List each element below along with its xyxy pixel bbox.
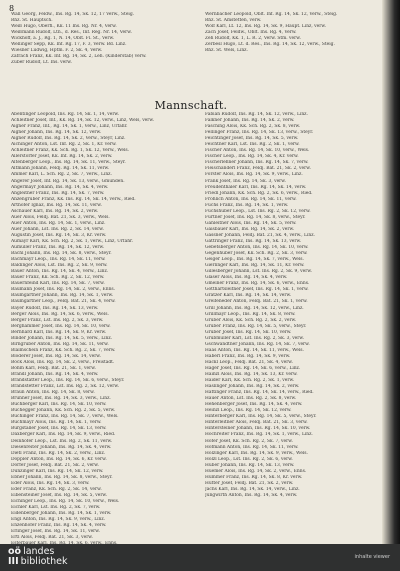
list-entry: Dorfer Josef, Feldj. Bat. 21, Sk. 2, verw. — [11, 462, 99, 468]
page-number: 8 — [9, 4, 15, 13]
list-entry: Jachs Karl, Ins. Rg. 14, Sk. 14, verw., Linz. — [205, 486, 300, 492]
list-entry: Berger Franz, Lst. Ins. Rg. 2, Sk. 3, verw. — [11, 317, 104, 323]
library-logo[interactable] — [8, 547, 68, 567]
list-entry: Greifeneder Anton, Feldj. Bat. 21, Sk. 1, verw. — [205, 299, 308, 305]
list-entry: Gschwandtner Johann, Ins. Rg. 14, Sk. 7, verw. — [205, 341, 310, 347]
list-entry: Abentinger Leopold, Ins. Rg. 14, Sk. 1, 14, verw. — [11, 112, 120, 117]
list-entry: Brandstätter Leop., Ins. Rg. 14, Sk. 6, verw., Steyr. — [11, 378, 125, 384]
list-entry: Wolf Karl, Lt. 12, Ins. Rg. 14, Sk. 9, Haupt. Linz, verw. — [205, 24, 326, 30]
list-entry: Haider Karl, Kk. Sch. Rg. 2, Sk. 1, verw. — [205, 378, 295, 384]
list-entry: Huber Johann, Ins. Rg. 14, Sk. 13, verw. — [205, 462, 295, 468]
list-entry: Aigner Franz, Inf., Rg. 14, Sk. 1, Verw., Linz, Urfahr. — [11, 124, 128, 130]
list-entry: Dunzinger Karl, Ins. Rg. 14, Sk. 12, verw. — [11, 468, 104, 474]
list-entry: Altenberger Leop., Ins. Rg. 14, Sk. 11, Verw., Steyr. — [11, 160, 126, 166]
list-entry: Gratzer Karl, Ins. Rg. 14, Sk. 14, verw. — [205, 293, 292, 299]
list-entry: Zeh Rudolf, Kk. 1, L. R. 2, Verw. Stm. verw. — [205, 36, 301, 42]
list-entry: Buchinger Franz, Ins. Rg. 14, Sk. 7, verw., Wels. — [11, 414, 119, 420]
list-entry: Hofer Josef, Kk. Sch. Rg. 2, Sk. 7, verw. — [205, 438, 293, 444]
list-entry: Freudenthaler Karl, Ins. Rg. 14, Sk. 14, verw. — [205, 184, 307, 190]
list-entry: Friedl Johann, Kk. Sch. Rg. 2, Sk. 6, verw., Ried. — [205, 190, 313, 196]
list-entry: Daxberger Karl, Ins. Rg. 14, Sk. 9, verw., Ried. — [11, 432, 116, 438]
list-entry: Eichinger Leop., Ins. Rg. 14, Sk. 10, verw., Wels. — [11, 499, 120, 504]
list-entry: Hochreiter Franz, Ins. Rg. 14, Sk. 1, verw., Linz. — [205, 432, 313, 438]
list-entry: Böhm Karl, Feldj. Bat. 21, Sk. 1, verw. — [11, 365, 96, 371]
list-entry: Fuchs Franz, Ins. Rg. 14, Sk. 1, verw. — [205, 202, 289, 208]
list-entry: Enzenhofer Franz, Ins. Rg. 14, Sk. 4, verw. — [11, 523, 107, 529]
list-entry: Gruber Josef, Ins. Rg. 14, Sk. 10, verw. — [205, 329, 292, 335]
list-entry: Hölzl Leop., Lst. Ins. Rg. 2, Sk. 6, verw. — [205, 456, 293, 462]
list-entry: Braun Anton, Ins. Rg. 14, Sk. 8, verw. — [11, 390, 95, 396]
list-entry: Furtner Josef, Ins. Rg. 14, Sk. 8, verw., Steyr. — [205, 214, 306, 220]
list-entry: Fasching Alois, Kk. Sch. Rg. 2, Sk. 8, verw. — [205, 124, 301, 130]
list-entry: Doppler Anton, Ins. Rg. 14, Sk. 6, Kr. verw. — [11, 456, 107, 462]
list-entry: Eder Alois, Ins. Rg. 14, Sk. 3, verw. — [11, 480, 90, 486]
list-entry: Eibensteiner Josef, Ins. Rg. 14, Sk. 5, verw. — [11, 492, 108, 498]
list-entry: Auer Johann, Lst. Ins. Rg. 2, Sk. 14, verw. — [11, 226, 104, 232]
list-entry: Gillesberger Johann, Lst. Ins. Rg. 2, Sk. 9, verw. — [205, 269, 312, 275]
list-entry: Birngruber Anton, Ins. Rg. 14, Sk. 11, verw. — [11, 341, 109, 347]
list-entry: Gotthartsleitner Josef, Ins. Rg. 14, Sk. 1, verw. — [205, 287, 309, 293]
list-entry: Heinzl Leop., Ins. Rg. 14, Sk. 12, verw. — [205, 408, 292, 414]
list-entry: Weißmann Rudolf, Ltn., d. Res., Inf. Reg. Nr. 14, Verw. — [11, 30, 132, 36]
viewer-label[interactable]: inhalte viewer — [354, 554, 390, 560]
list-entry: Grill Johann, Ins. Rg. 14, Sk. 12, verw., Linz. — [205, 305, 304, 311]
viewer-footer — [0, 544, 400, 571]
list-entry: Gegenhuber Josef, Kk. Sch. Rg. 2, Sk. 3, verw. — [205, 251, 308, 257]
list-entry: Hintersteiner Johann, Ins. Rg. 14, Sk. 10, verw. — [205, 426, 311, 432]
list-entry: Rhz. St. Amstetten, verw. — [205, 18, 262, 24]
list-entry: Diesenreiter Johann, Ins. Rg. 14, Sk. 4, verw. — [11, 444, 112, 450]
list-entry: Hummer Franz, Ins. Rg. 14, Sk. 8, Kr. verw. — [205, 474, 303, 480]
list-entry: Böck Alois, Ins. Rg. 14, Sk. 2, verw., Freistadt. — [11, 359, 115, 365]
list-entry: Baumann Josef, Ins. Rg. 14, Sk. 2, verw., Enns. — [11, 287, 116, 293]
list-entry: Zuber Rudolf, Lt. Ins. verw. — [11, 60, 72, 66]
list-entry: Brandl Johann, Ins. Rg. 14, Sk. 4, verw. — [11, 372, 99, 378]
list-entry: Frank Josef, Ins. Rg. 14, Sk. 3, verw. — [205, 178, 286, 184]
list-entry: Gruber Franz, Ins. Rg. 14, Sk. 5, verw., Steyr. — [205, 323, 307, 329]
list-entry: Zerbesl Hugo, Lt. d. Res., Ins. Rg. 14, Sk. 12, verw., Steig. — [205, 42, 335, 48]
list-entry: Hackl Leop., Feldj. Bat. 21, Sk. 4, verw. — [205, 359, 293, 365]
list-entry: Fabian Rudolf, Ins. Rg. 14, Sk. 12, verw., Linz. — [205, 112, 308, 117]
list-entry: Aumüller Franz, Ins. Rg. 14, Sk. 12, verw. — [11, 245, 105, 251]
list-entry: Bauer Franz, Kk. Sch. Rg. 2, Sk. 12, verw. — [11, 275, 105, 281]
list-entry: Bloderer Josef, Ins. Rg. 14, Sk. 14, verw. — [11, 353, 101, 359]
list-entry: Grillmayr Leop., Ins. Rg. 14, Sk. 8, verw. — [205, 311, 296, 317]
list-entry: Huemer Alois, Ins. Rg. 14, Sk. 2, verw., Enns. — [205, 468, 307, 474]
list-entry: Hinterleitner Alois, Feldj. Bat. 21, Sk. 3, verw. — [205, 420, 308, 426]
mannschaft-list-left — [11, 112, 183, 547]
list-entry: Baldinger Alois, Lst. Ins. Rg. 2, Sk. 9, verw. — [11, 263, 108, 269]
list-entry: Berger Alois, Ins. Rg. 14, Sk. 6, verw., Wels. — [11, 311, 109, 317]
list-entry: Binder Johann, Ins. Rg. 14, Sk. 5, verw., Linz. — [11, 335, 113, 341]
list-entry: Falkner Johann, Ins. Rg. 14, Sk. 2, verw. — [205, 118, 295, 124]
list-entry: Gattringer Franz, Ins. Rg. 14, Sk. 13, verw. — [205, 238, 302, 244]
list-entry: Bernhard Karl, Ins. Rg. 14, Sk. 9, Kr. verw. — [11, 329, 107, 335]
list-entry: Fuchshuber Leop., Lst. Ins. Rg. 2, Sk. 12, verw. — [205, 208, 311, 214]
list-entry: Hehenberger Josef, Ins. Rg. 14, Sk. 4, verw. — [205, 402, 303, 408]
list-entry: Baumgartner Leop., Feldj. Bat. 21, Sk. 4, verw. — [11, 299, 116, 305]
list-entry: Ertl Alois, Feldj. Bat. 21, Sk. 3, verw. — [11, 535, 93, 541]
list-entry: Haberl Franz, Ins. Rg. 14, Sk. 9, verw. — [205, 353, 291, 359]
logo-mark-bottom: III — [8, 556, 19, 567]
list-entry: Auer Anton, Ins. Rg. 14, Sk. 1, verw., Linz. — [11, 220, 106, 226]
list-entry: Burgstaller Josef, Ins. Rg. 14, Sk. 13, verw. — [11, 426, 107, 432]
list-entry: Fischer Anton, Ins. Rg. 14, Sk. 10, verw., Wels. — [205, 148, 310, 154]
list-entry: Haslinger Johann, Ins. Rg. 14, Sk. 2, verw. — [205, 384, 300, 390]
list-entry: Fleischanderl Franz, Feldj. Bat. 21, Sk. 2, verw. — [205, 166, 311, 172]
list-entry: Wernbacher Leopold, Oblt. Inf. Rg. 14, Sk. 12, Verw., Steig. — [205, 12, 338, 17]
list-entry: Hinterberger Karl, Ins. Rg. 14, Sk. 5, verw., Steyr. — [205, 414, 317, 420]
list-entry: Weiß Hugo, Oberfl., Kk. 11 Ins. Rg. Nr. 4, Verw. — [11, 24, 117, 30]
list-entry: Ammer Karl, L. Sch. Rg. 2, Sk. 7, Verw., Linz. — [11, 172, 112, 178]
book-gutter — [382, 0, 400, 544]
logo-text-line2: bibliothek — [20, 556, 68, 567]
list-entry: Eichler Karl, Lst. Ins. Rg. 2, Sk. 7, verw. — [11, 505, 101, 511]
list-entry: Buchberger Karl, Ins. Rg. 14, Sk. 10, verw. — [11, 402, 107, 408]
list-entry: Anzengruber Franz, Kk. Ins. Rg. 14, Sk. 14, verw., Ried. — [11, 196, 136, 202]
list-entry: Hager Josef, Ins. Rg. 14, Sk. 6, verw., Linz. — [205, 365, 301, 371]
list-entry: Wellinger Sepp, Kk. Inf. Rg. 17, F. 3, Verw. Bd. Linz. — [11, 42, 127, 48]
list-entry: Baumgartner Johann, Ins. Rg. 14, Sk. 1, verw. — [11, 293, 114, 299]
list-entry: Rhz. St. Hauptsch. — [11, 18, 53, 24]
list-entry: Fischerlehner Johann, Ins. Rg. 14, Sk. 7, verw. — [205, 160, 309, 166]
list-entry: Forster Alois, Ins. Rg. 14, Sk. 9, verw., Linz. — [205, 172, 303, 178]
list-entry: Gebetsberger Anton, Ins. Rg. 14, Sk. 10, verw. — [205, 245, 309, 251]
list-entry: Achleitner Josef, Inf., Kk. Rg. 14, Sk. 12, verw., Linz, Wels, verw. — [11, 118, 155, 124]
list-entry: Hattinger Franz, Ins. Rg. 14, Sk. 14, verw., Ried. — [205, 390, 314, 396]
mannschaft-list-right — [205, 112, 377, 499]
list-entry: Erlinger Josef, Ins. Rg. 14, Sk. 11, verw. — [11, 529, 100, 535]
list-entry: Bayer Rudolf, Ins. Rg. 14, Sk. 13, verw. — [11, 305, 99, 311]
list-entry: Bauer Anton, Ins. Rg. 14, Sk. 4, verw., Linz. — [11, 269, 109, 275]
list-entry: Buchmayr Alois, Ins. Rg. 14, Sk. 1, verw. — [11, 420, 102, 426]
list-entry: Buchegger Johann, Kk. Sch. Rg. 2, Sk. 5, verw. — [11, 408, 116, 414]
list-entry: Zafrach Franz, Kk. Inf. Rg. 14, Sk. 2, Leh. (Kinderstab) verw. — [11, 54, 147, 60]
list-entry: Wall Georg, Feldw., Ins. Rg. 14, Sk. 12, 17 Verw., Steig. — [11, 12, 135, 17]
list-entry: Hainzl Alois, Ins. Rg. 14, Sk. 13, Kr. verw. — [205, 372, 298, 378]
list-entry: Rhz. St. Wels, Linz. — [205, 48, 248, 54]
list-entry: Altmann Johann, Feldj. Rg. 14, Sk. 11, verw. — [11, 166, 110, 172]
list-entry: Gruber Alois, Kk. Sch. Rg. 2, Sk. 2, verw. — [205, 317, 297, 323]
list-entry: Gassner Johann, Feldj. Bat. 21, Sk. 4, verw., Linz. — [205, 232, 315, 238]
list-entry: Feichtner Karl, Lst. Ins. Rg. 2, Sk. 1, verw. — [205, 142, 300, 148]
list-entry: Deinhofer Leop., Lst. Ins. Rg. 2, Sk. 11, verw. — [11, 438, 113, 444]
list-entry: Aumayr Karl, Kk. Sch. Rg. 2, Sk. 1, verw., Linz, Urfahr. — [11, 238, 134, 244]
list-entry: Angerer Josef, Inf. Rg. 14, Sk. 13, verw., Gmunden. — [11, 178, 125, 184]
logo-text-line1: landes — [23, 546, 55, 557]
list-entry: Hütter Josef, Feldj. Bat. 21, Sk. 2, verw. — [205, 480, 294, 486]
officers-list-right — [205, 12, 377, 54]
list-entry: Allerstorfer Josef, Kk. Inf. Rg. 14, Sk. 2, verw. — [11, 154, 113, 160]
list-entry: Glaser Alois, Ins. Rg. 14, Sk. 4, verw. — [205, 275, 288, 281]
list-entry: Wickhoff, a. J., Rg. 1, N. 14, Oblt. Fl. St., Verw. — [11, 36, 115, 42]
list-entry: Augustin Josef, Ins. Rg. 14, Sk. 3, Kr. verw. — [11, 232, 107, 238]
list-entry: Geiger Leop., Ins. Rg. 14, Sk. 7, verw., Wels. — [205, 257, 304, 263]
list-entry: Berghammer Josef, Ins. Rg. 14, Sk. 10, verw. — [11, 323, 111, 329]
list-entry: Feichtinger Josef, Ins. Rg. 14, Sk. 5, verw. — [205, 136, 299, 142]
list-entry: Haas Anton, Ins. Rg. 14, Sk. 11, verw., Wels. — [205, 347, 304, 353]
list-entry: Eder Franz, Kk. Sch. Rg. 2, Sk. 14, verw. — [11, 486, 102, 492]
list-entry: Angleitner Franz, Ins. Rg. 14, Sk. 7, verw. — [11, 190, 105, 196]
list-entry: Dietl Franz, Ins. Rg. 14, Sk. 2, verw., Linz. — [11, 450, 106, 456]
list-entry: Gaisbauer Karl, Ins. Rg. 14, Sk. 2, verw. — [205, 226, 295, 232]
list-entry: Fröhlich Anton, Ins. Rg. 14, Sk. 11, verw. — [205, 196, 297, 202]
list-entry: Eidenberger Johann, Ins. Rg. 14, Sk. 1, verw. — [11, 511, 112, 517]
list-entry: Wiesner Ludwig, Hptm. F. 2, Sk. 4, Verw. — [11, 48, 103, 54]
list-entry: Arthofer Ignaz, Ins. Rg. 14, Sk. 11, verw. — [11, 202, 102, 208]
list-entry: Gahleitner Alois, Ins. Rg. 14, Sk. 5, verw. — [205, 220, 297, 226]
list-entry: Hauer Anton, Lst. Ins. Rg. 2, Sk. 8, verw. — [205, 396, 297, 402]
list-entry: Blaimschein Franz, Kk. Sch. Rg. 2, Sk. 7, verw. — [11, 347, 116, 353]
list-entry: Grubmüller Karl, Lst. Ins. Rg. 2, Sk. 3, verw. — [205, 335, 305, 341]
list-entry: Aichinger Anton, Lst. Inf. Rg. 2, Sk. 1, Kr. verw. — [11, 142, 117, 148]
officers-list-left — [11, 12, 183, 66]
list-entry: Aigner Johann, Ins. Rg. 14, Sk. 12, verw. — [11, 130, 102, 136]
list-entry: Ebner Johann, Ins. Rg. 14, Sk. 8, verw., Steyr. — [11, 474, 113, 480]
list-entry: Holzinger Karl, Ins. Rg. 14, Sk. 9, verw., Wels. — [205, 450, 308, 456]
list-entry: Bachmayr Leop., Ins. Rg. 14, Sk. 11, verw. — [11, 257, 106, 263]
list-entry: Achleitner Franz, Kk. Sch. Rg. 1, Sk. 12, Verw., Wels. — [11, 148, 130, 154]
list-entry: Aschauer Karl, Ins. Rg. 14, Sk. 2, verw. — [11, 208, 99, 214]
list-entry: Hofmann Anton, Ins. Rg. 14, Sk. 11, verw. — [205, 444, 299, 450]
list-entry: Gierlinger Karl, Ins. Rg. 14, Sk. 11, Kr. verw. — [205, 263, 305, 269]
list-entry: Bachl Johann, Ins. Rg. 14, Sk. 8, verw., Steyr. — [11, 251, 112, 257]
list-entry: Zach Josef, Feldw., Oblt. Ins. Rg. 4, Verw. — [205, 30, 297, 36]
list-entry: Fischer Leop., Ins. Rg. 14, Sk. 4, Kr. verw. — [205, 154, 299, 160]
section-heading: Mannschaft. — [154, 99, 228, 112]
list-entry: Angermayr Johann, Ins. Rg. 14, Sk. 4, verw. — [11, 184, 109, 190]
list-entry: Aigner Rudolf, Ins. Rg. 14, Sk. 2, Verw., Steyr, Linz. — [11, 136, 126, 142]
list-entry: Jungwirth Anton, Ins. Rg. 14, Sk. 4, verw. — [205, 492, 298, 498]
list-entry: Fellinger Franz, Ins. Rg. 14, Sk. 13, verw., Steyr. — [205, 130, 314, 136]
list-entry: Auer Alois, Feldj. Bat. 21, Sk. 3, verw., Wels. — [11, 214, 110, 220]
list-entry: Brandstetter Franz, Lst. Ins. Rg. 2, Sk. 12, verw. — [11, 384, 119, 390]
list-entry: Bauernfeind Karl, Ins. Rg. 14, Sk. 7, verw. — [11, 281, 105, 287]
list-entry: Brunner Josef, Ins. Rg. 14, Sk. 3, verw., Linz. — [11, 396, 111, 402]
list-entry: Gmeiner Franz, Ins. Rg. 14, Sk. 6, verw., Enns. — [205, 281, 310, 287]
list-entry: Engl Anton, Ins. Rg. 14, Sk. 9, verw., Linz. — [11, 517, 106, 523]
logo-mark-top: oö — [8, 546, 22, 557]
